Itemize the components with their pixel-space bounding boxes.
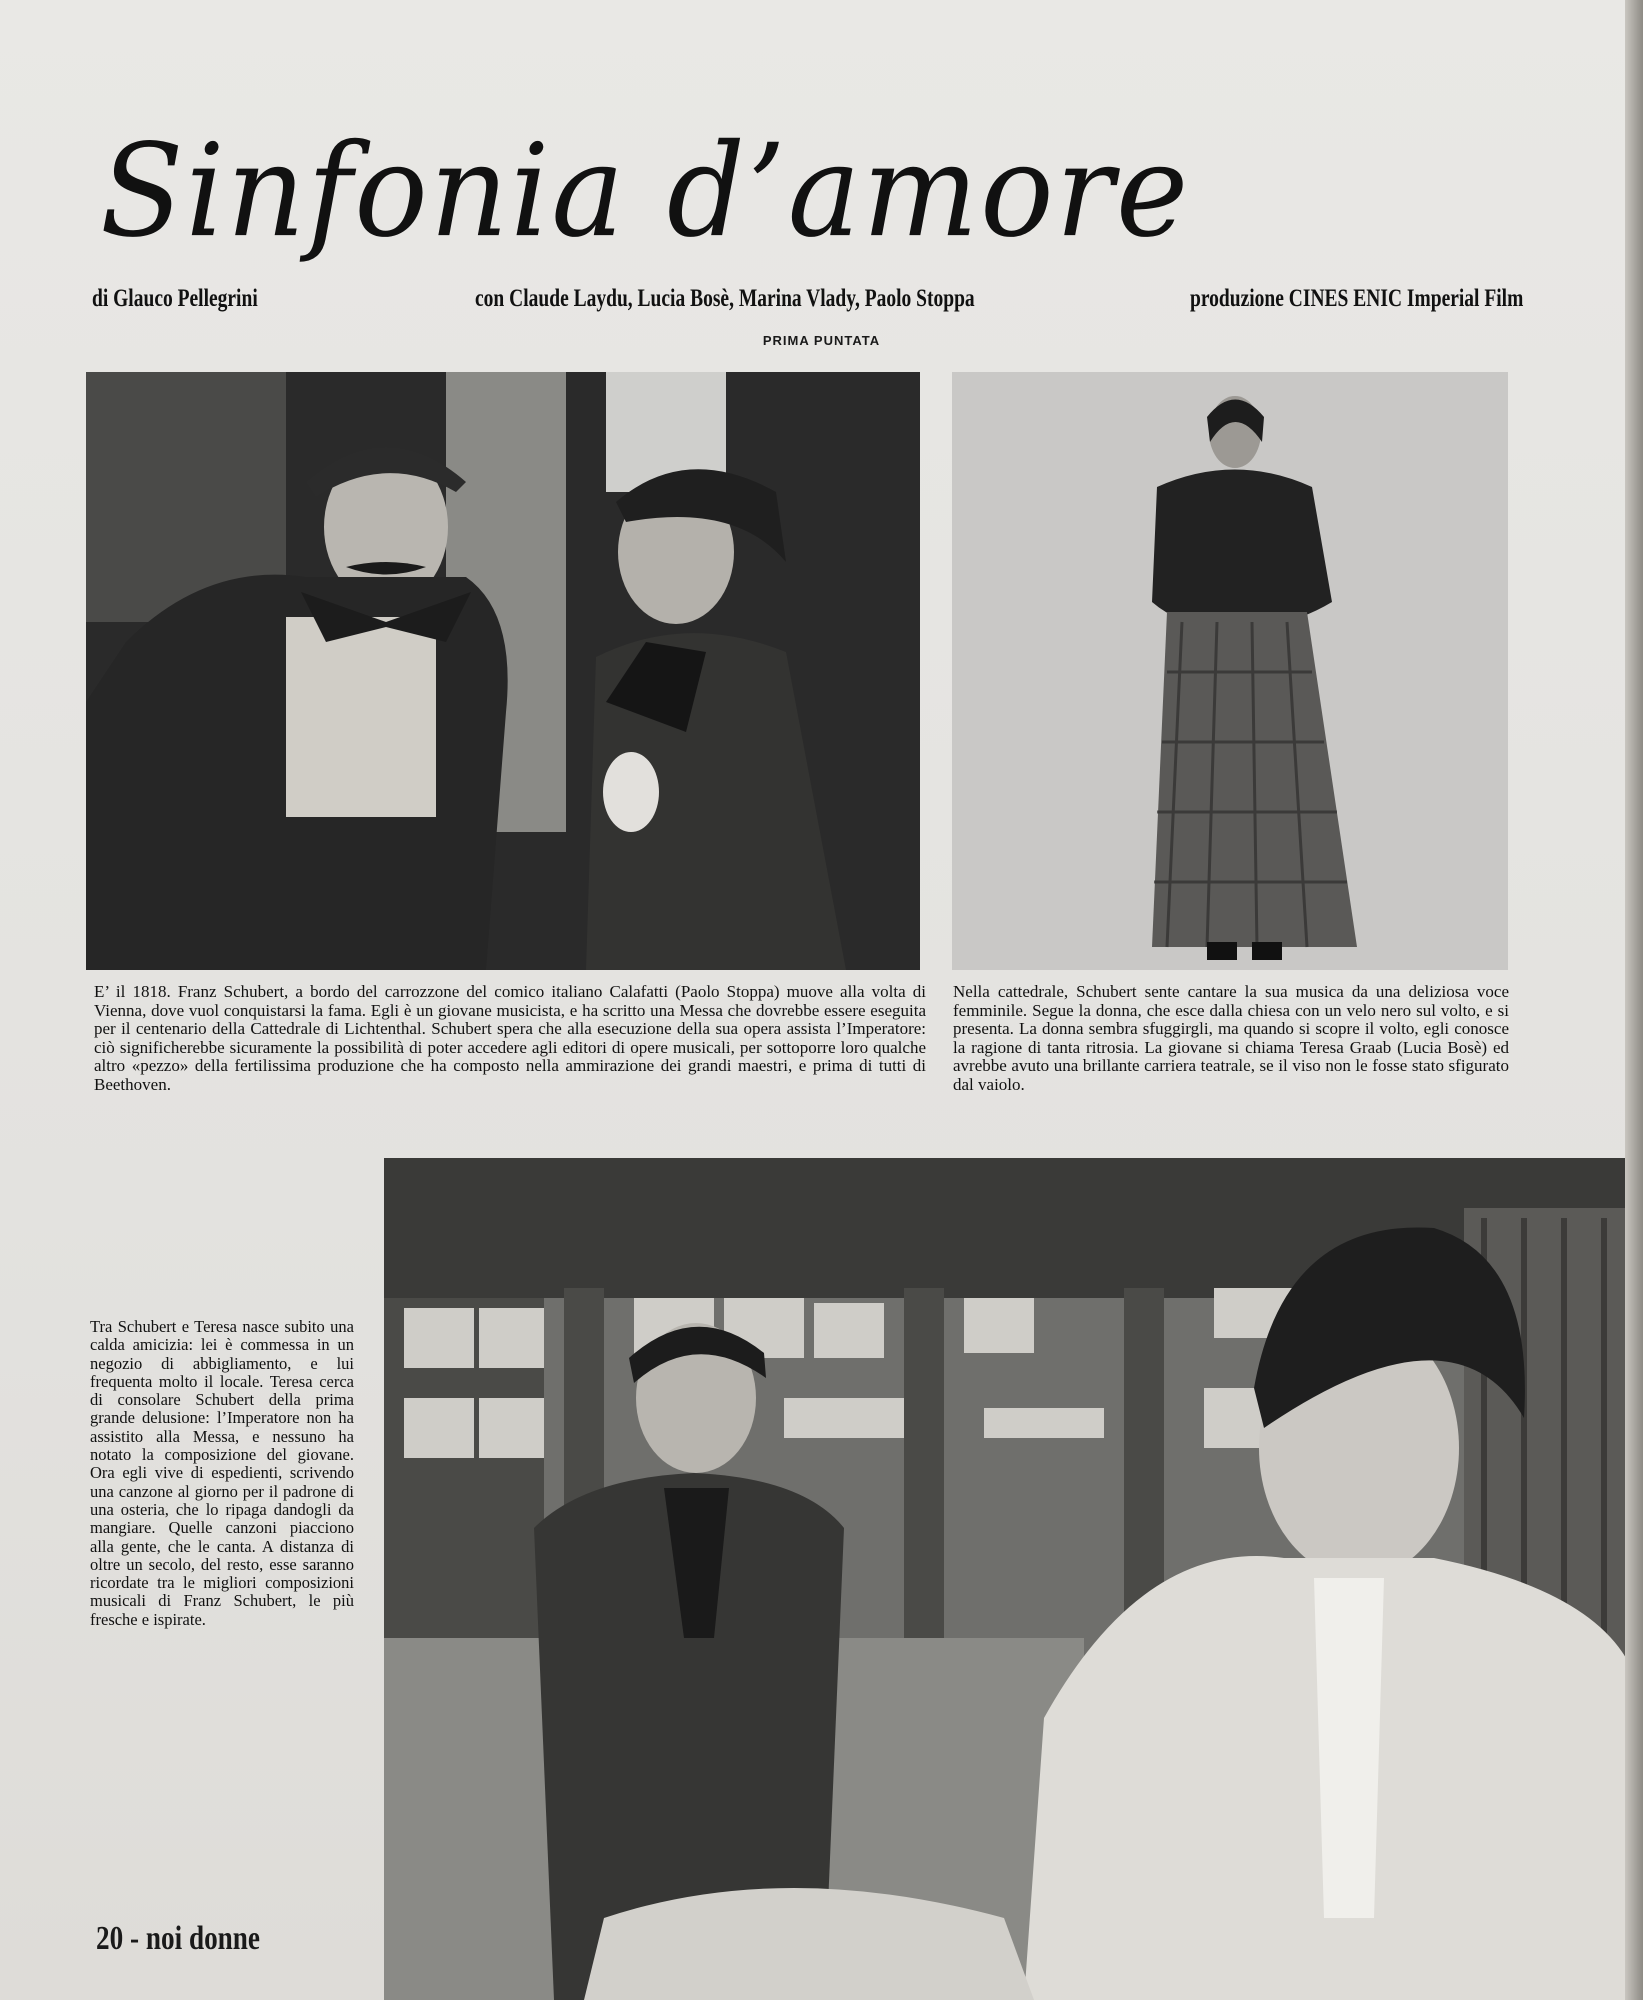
caption-friendship: Tra Schubert e Teresa nasce subito una calda amicizia: lei è commessa in un negozio di abbigliamento, e lui frequenta molto il locale. Teresa cerca di consolare Schubert della prima grande delusione: l’Imperatore non ha assistito alla Messa, e nessuno ha notato la composizione del giovane. Ora egli vive di espedienti, scrivendo una canzone al giorno per il padrone di una osteria, che lo ripaga dandogli da mangiare. Quelle canzoni piacciono alla gente, che le canta. A distanza di oltre un secolo, del resto, esse saranno ricordate tra le migliori composizioni musicali di Franz Schubert, le più fresche e ispirate. (90, 1317, 354, 1629)
caption-cathedral: Nella cattedrale, Schubert sente cantare la sua musica da una deliziosa voce femminile. Segue la donna, che esce dalla chiesa con un velo nero sul volto, e si presenta. La donna sembra sfuggirgli, ma quando si scopre il volto, egli conosce la ragione di tanta ritrosia. La giovane si chiama Teresa Graab (Lucia Bosè) ed avrebbe avuto una brillante carriera teatrale, se il viso non le fosse stato sfigurato dal vaiolo. (953, 982, 1509, 1094)
episode-label: PRIMA PUNTATA (762, 333, 881, 348)
photo-shop-scene (384, 1158, 1626, 2000)
photo-teresa-standing (952, 372, 1508, 970)
title-script: Sinfonia d’amore (100, 116, 1191, 266)
article-title (90, 10, 1530, 330)
page-folio: 20 - noi donne (96, 1920, 260, 1957)
page-edge (1625, 0, 1643, 2000)
cast-credit: con Claude Laydu, Lucia Bosè, Marina Vlady, Paolo Stoppa (475, 285, 975, 312)
production-credit: produzione CINES ENIC Imperial Film (1190, 285, 1524, 312)
photo-schubert-calafatti (86, 372, 920, 970)
caption-journey: E’ il 1818. Franz Schubert, a bordo del carrozzone del comico italiano Calafatti (Paolo Stoppa) muove alla volta di Vienna, dove vuol conquistarsi la fama. Egli è un giovane musicista, e ha scritto una Messa che dovrebbe essere eseguita per il centenario della Cattedrale di Lichtenthal. Schubert spera che alla esecuzione della sua opera assista l’Imperatore: ciò significherebbe sicuramente la possibilità di poter accedere agli editori di opere musicali, per sottoporre loro qualche altro «pezzo» della fertilissima produzione che ha composto nella ammirazione dei grandi maestri, e prima di tutti di Beethoven. (94, 982, 926, 1094)
director-credit: di Glauco Pellegrini (92, 285, 258, 312)
